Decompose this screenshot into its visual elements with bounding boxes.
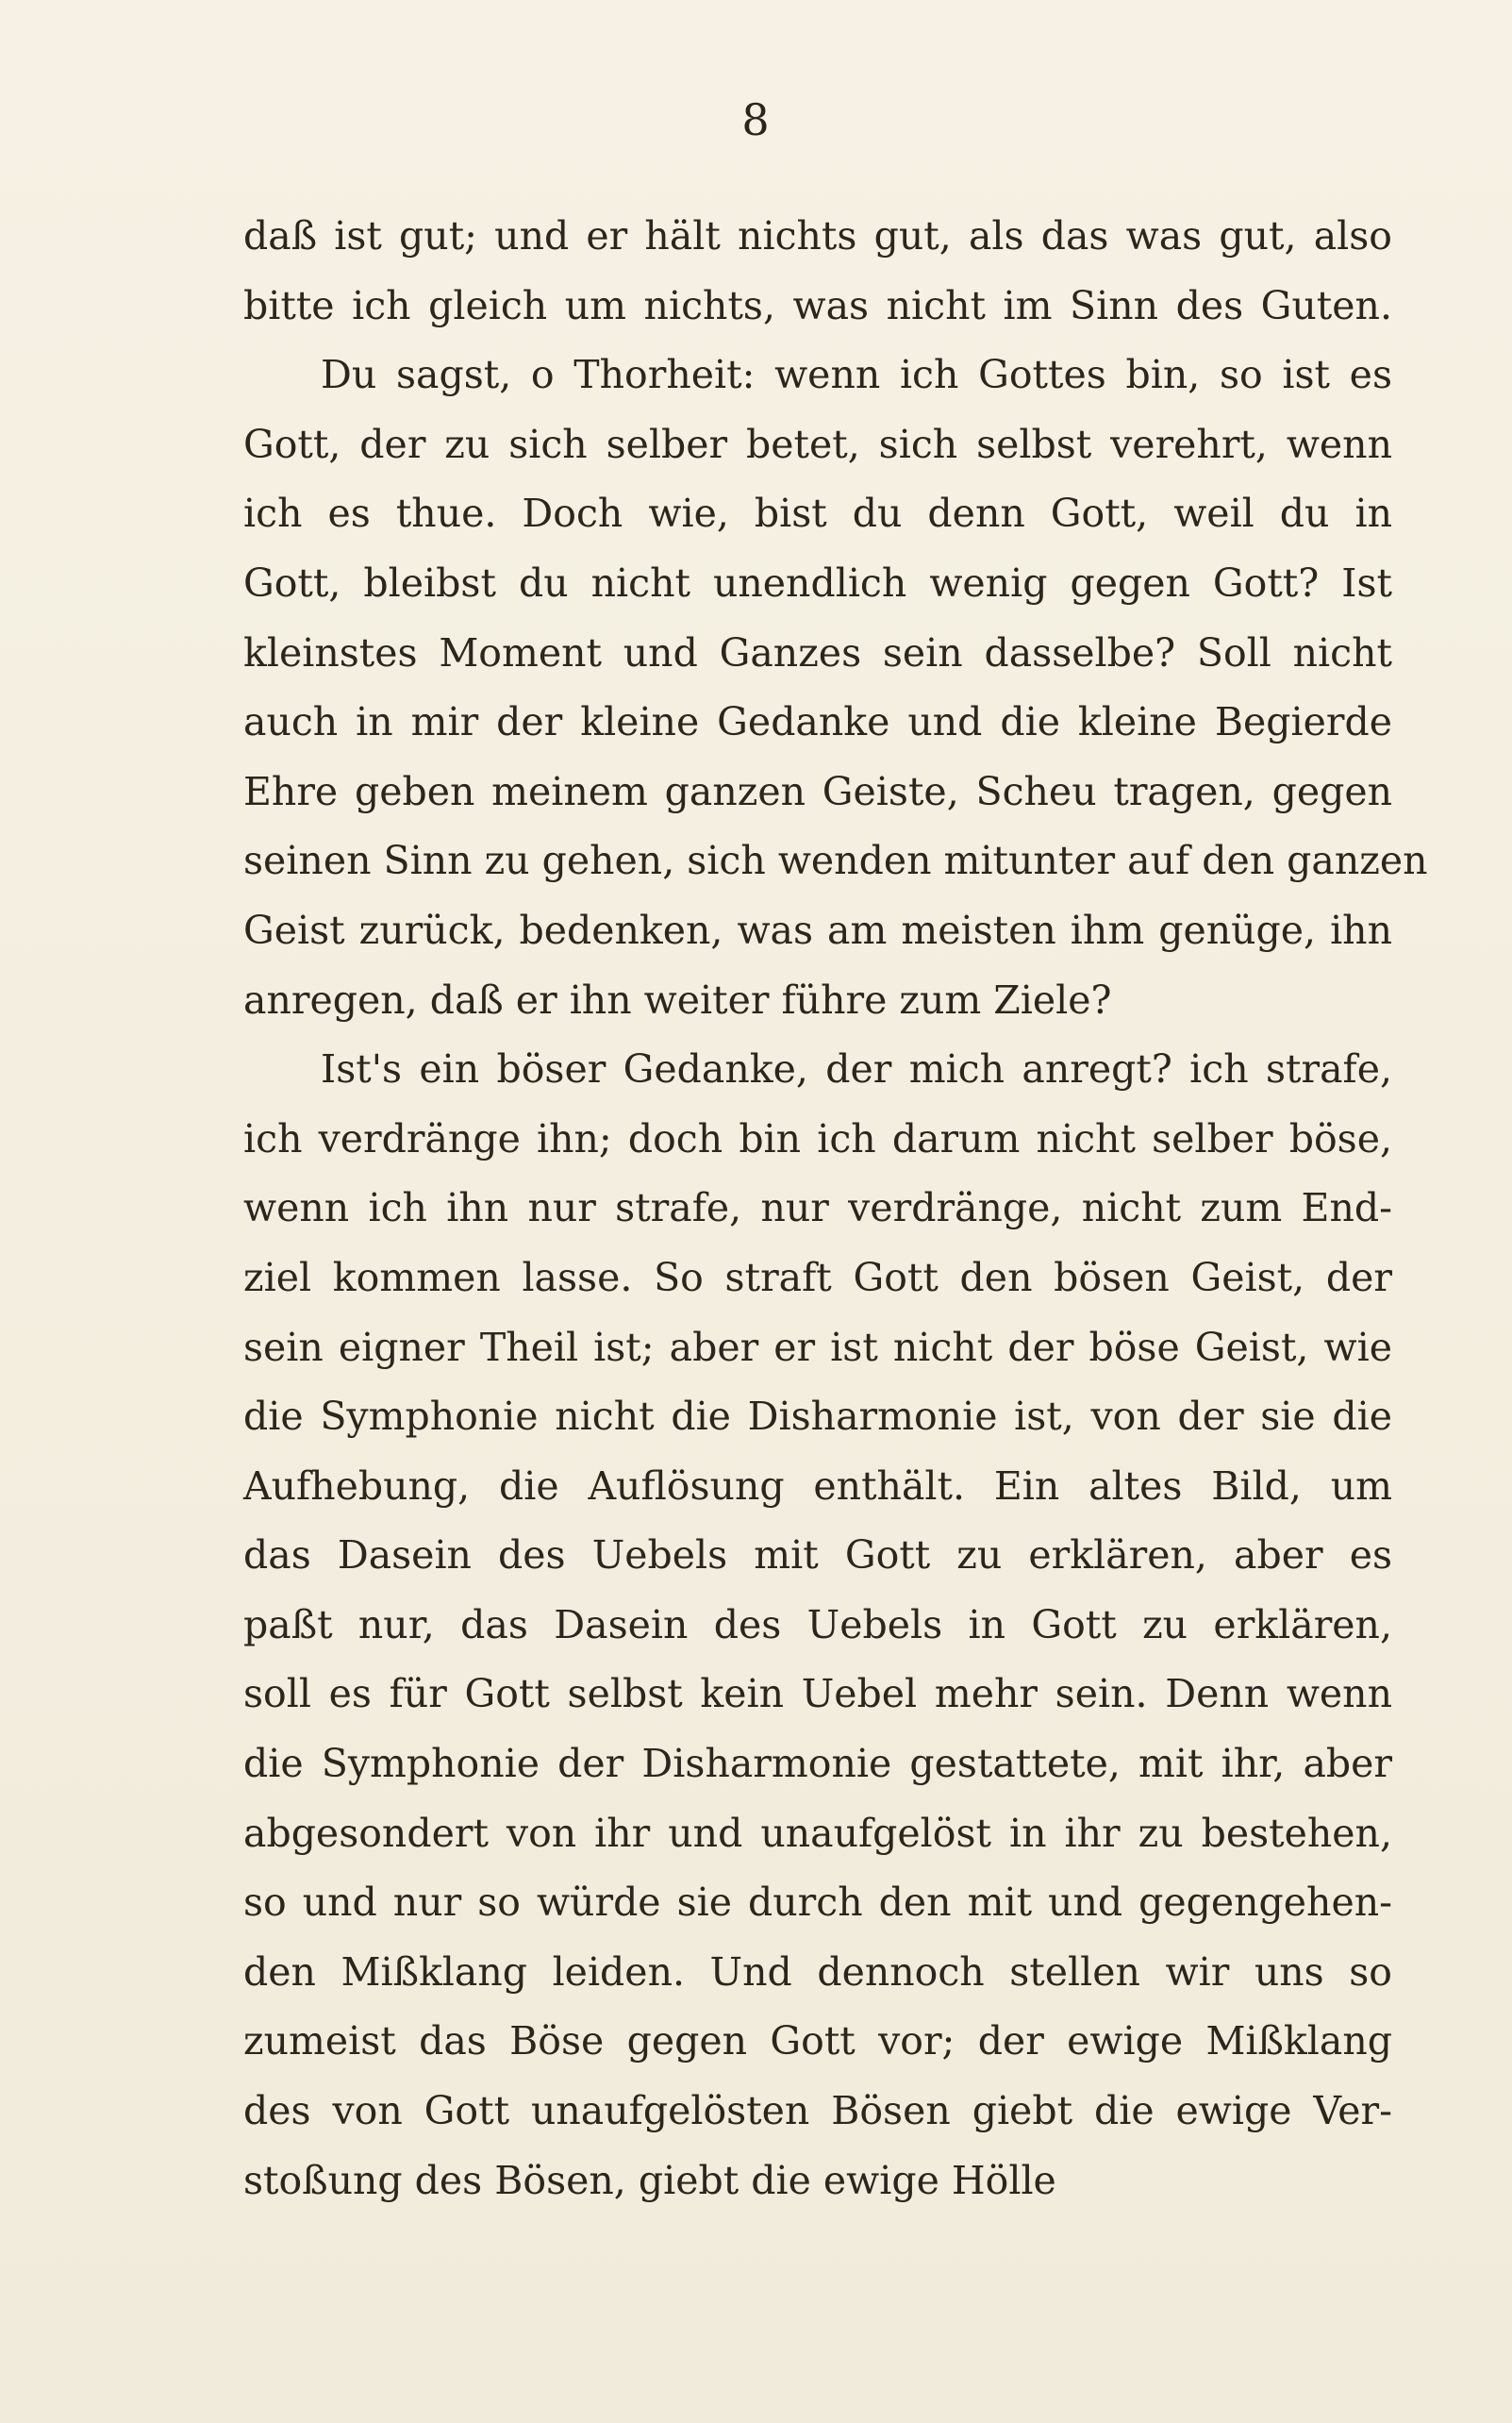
text-line: des von Gott unaufgelösten Bösen giebt die ewige Ver- [243,2088,1392,2134]
text-line: soll es für Gott selbst kein Uebel mehr sein. Denn wenn [243,1671,1392,1717]
text-line: so und nur so würde sie durch den mit und gegengehen- [243,1880,1392,1926]
text-line: das Dasein des Uebels mit Gott zu erklären, aber es [243,1532,1392,1579]
text-line: daß ist gut; und er hält nichts gut, als das was gut, also [243,213,1392,259]
text-line: den Mißklang leiden. Und dennoch stellen wir uns so [243,1948,1392,1995]
paragraph-end-line: anregen, daß er ihn weiter führe zum Ziele? [243,977,1112,1023]
text-line: Gott, der zu sich selber betet, sich selbst verehrt, wenn [243,421,1392,467]
text-line: bitte ich gleich um nichts, was nicht im Sinn des Guten. [243,282,1392,328]
paragraph-start-line: Ist's ein böser Gedanke, der mich anregt? ich strafe, [321,1046,1392,1093]
text-line: auch in mir der kleine Gedanke und die kleine Begierde [243,699,1392,745]
paragraph-end-line: stoßung des Bösen, giebt die ewige Hölle [243,2157,1056,2203]
body-text [243,202,1428,2215]
text-line: Geist zurück, bedenken, was am meisten ihm genüge, ihn [243,907,1392,953]
text-line: wenn ich ihn nur strafe, nur verdränge, nicht zum End- [243,1185,1392,1231]
text-line: ich es thue. Doch wie, bist du denn Gott, weil du in [243,491,1392,537]
text-line: zumeist das Böse gegen Gott vor; der ewige Mißklang [243,2018,1392,2064]
text-line: die Symphonie nicht die Disharmonie ist, von der sie die [243,1394,1392,1440]
text-line: Aufhebung, die Auflösung enthält. Ein altes Bild, um [243,1462,1392,1509]
text-line: Gott, bleibst du nicht unendlich wenig gegen Gott? Ist [243,560,1392,606]
text-line: seinen Sinn zu gehen, sich wenden mitunter auf den ganzen [243,838,1428,884]
text-line: paßt nur, das Dasein des Uebels in Gott zu erklären, [243,1601,1392,1647]
paragraph-start-line: Du sagst, o Thorheit: wenn ich Gottes bin, so ist es [321,352,1392,398]
text-line: abgesondert von ihr und unaufgelöst in ihr zu bestehen, [243,1810,1392,1856]
text-line: ziel kommen lasse. So straft Gott den bösen Geist, der [243,1254,1392,1300]
text-line: Ehre geben meinem ganzen Geiste, Scheu tragen, gegen [243,768,1392,814]
text-line: die Symphonie der Disharmonie gestattete, mit ihr, aber [243,1741,1392,1787]
text-line: ich verdränge ihn; doch bin ich darum nicht selber böse, [243,1115,1392,1161]
text-line: kleinstes Moment und Ganzes sein dasselbe? Soll nicht [243,629,1392,676]
page-number: 8 [741,94,771,145]
text-line: sein eigner Theil ist; aber er ist nicht der böse Geist, wie [243,1324,1392,1370]
